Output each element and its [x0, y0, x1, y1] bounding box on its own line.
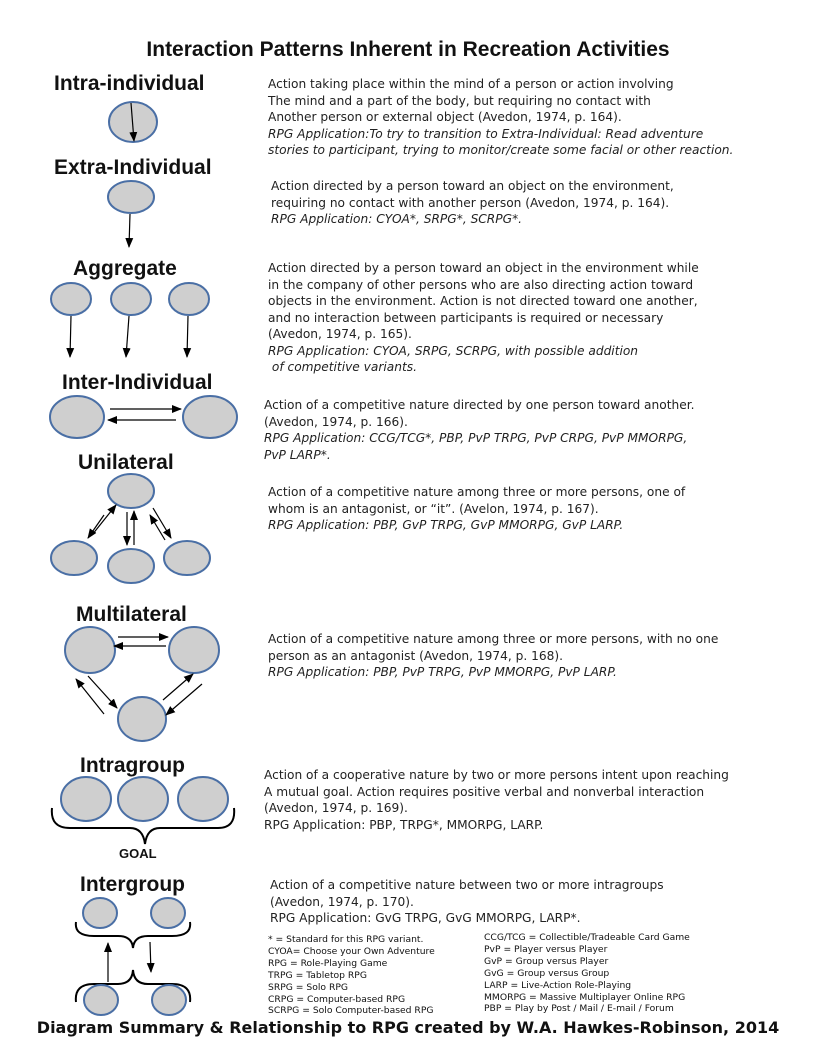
arrow — [92, 505, 116, 535]
rpg-application: RPG Application: CCG/TCG*, PBP, PvP TRPG, PvP CRPG, PvP MMORPG, — [264, 431, 688, 445]
arrow — [88, 676, 117, 708]
person-node — [50, 396, 104, 438]
desc-line: Action of a competitive nature among three or more persons, one of — [268, 485, 686, 499]
legend-item: CRPG = Computer-based RPG — [268, 993, 406, 1005]
legend-item: LARP = Live-Action Role-Playing — [484, 979, 632, 991]
legend-item: PBP = Play by Post / Mail / E-mail / Forum — [484, 1003, 674, 1015]
intragroup-diagram — [52, 777, 234, 844]
person-node — [65, 627, 115, 673]
arrow — [187, 316, 188, 357]
person-node — [118, 697, 166, 741]
legend-item: RPG = Role-Playing Game — [268, 957, 388, 969]
desc-line: RPG Application: PBP, TRPG*, MMORPG, LARP. — [264, 817, 544, 832]
legend-item: TRPG = Tabletop RPG — [268, 969, 367, 981]
person-node — [83, 898, 117, 928]
legend-item: MMORPG = Massive Multiplayer Online RPG — [484, 991, 686, 1003]
label-extra-individual: Extra-Individual — [54, 156, 212, 179]
desc-line: Action taking place within the mind of a person or action involving — [268, 77, 674, 91]
rpg-application: RPG Application:To try to transition to Extra-Individual: Read adventure — [268, 126, 704, 141]
person-node — [151, 898, 185, 928]
desc-line: Action of a cooperative nature by two or more persons intent upon reaching — [264, 768, 729, 782]
person-node — [164, 541, 210, 575]
goal-label: GOAL — [119, 846, 157, 861]
rpg-application: RPG Application: CYOA*, SRPG*, SCRPG*. — [271, 212, 523, 226]
desc-line: (Avedon, 1974, p. 166). — [264, 414, 408, 429]
label-intra-individual: Intra-individual — [54, 72, 205, 95]
desc-line: A mutual goal. Action requires positive verbal and nonverbal interaction — [264, 784, 705, 799]
desc-line: Action of a competitive nature directed by one person toward another. — [264, 398, 695, 412]
arrow — [153, 508, 171, 538]
desc-line: Another person or external object (Avedon, 1974, p. 164). — [268, 110, 622, 124]
extra-individual-diagram — [108, 181, 154, 247]
unilateral-diagram — [51, 474, 210, 583]
intra-individual-diagram — [109, 102, 157, 142]
rpg-application: stories to participant, trying to monitor/create some facial or other reaction. — [268, 143, 734, 157]
arrow — [150, 515, 165, 540]
person-node — [108, 181, 154, 213]
legend-item: GvP = Group versus Player — [484, 955, 609, 967]
antagonist-node — [108, 474, 154, 508]
rpg-application: PvP LARP*. — [264, 447, 331, 462]
arrow — [129, 214, 130, 247]
person-node — [108, 549, 154, 583]
person-node — [169, 627, 219, 673]
legend-item: SRPG = Solo RPG — [268, 981, 349, 993]
label-intragroup: Intragroup — [80, 754, 185, 777]
desc-line: Action directed by a person toward an object on the environment, — [271, 179, 674, 193]
legend-item: SCRPG = Solo Computer-based RPG — [268, 1005, 434, 1017]
desc-line: (Avedon, 1974, p. 170). — [270, 894, 414, 909]
desc-line: person as an antagonist (Avedon, 1974, p. 168). — [268, 648, 564, 663]
rpg-application: RPG Application: CYOA, SRPG, SCRPG, with possible addition — [268, 343, 639, 358]
label-aggregate: Aggregate — [73, 257, 177, 280]
person-node — [183, 396, 237, 438]
rpg-application: RPG Application: PBP, GvP TRPG, GvP MMORPG, GvP LARP. — [268, 518, 624, 532]
desc-line: in the company of other persons who are also directing action toward — [268, 277, 694, 292]
page-title: Interaction Patterns Inherent in Recreation Activities — [146, 38, 670, 61]
rpg-application: of competitive variants. — [268, 360, 417, 374]
legend-item: CYOA= Choose your Own Adventure — [268, 945, 435, 957]
arrow — [166, 684, 202, 715]
person-node — [84, 985, 118, 1015]
desc-line: Action of a competitive nature among three or more persons, with no one — [268, 632, 719, 646]
desc-line: RPG Application: GvG TRPG, GvG MMORPG, LARP*. — [270, 911, 581, 925]
desc-line: objects in the environment. Action is not directed toward one another, — [268, 294, 698, 308]
person-node — [111, 283, 151, 315]
desc-line: Action directed by a person toward an object in the environment while — [268, 261, 699, 275]
inter-individual-diagram — [50, 396, 237, 438]
footer-credit: Diagram Summary & Relationship to RPG created by W.A. Hawkes-Robinson, 2014 — [36, 1018, 780, 1037]
arrow — [150, 942, 151, 972]
arrow — [70, 316, 71, 357]
legend-item: PvP = Player versus Player — [484, 943, 608, 955]
person-node — [152, 985, 186, 1015]
person-node — [178, 777, 228, 821]
rpg-application: RPG Application: PBP, PvP TRPG, PvP MMORPG, PvP LARP. — [268, 665, 617, 679]
label-inter-individual: Inter-Individual — [62, 371, 213, 394]
intergroup-diagram — [76, 898, 190, 1015]
label-intergroup: Intergroup — [80, 873, 185, 896]
label-unilateral: Unilateral — [78, 451, 174, 474]
label-multilateral: Multilateral — [76, 603, 187, 626]
arrow — [88, 515, 104, 538]
desc-line: The mind and a part of the body, but requiring no contact with — [268, 93, 651, 108]
person-node — [169, 283, 209, 315]
desc-line: Action of a competitive nature between two or more intragroups — [270, 878, 664, 892]
person-node — [61, 777, 111, 821]
arrow — [126, 316, 129, 357]
person-node — [51, 283, 91, 315]
person-node — [118, 777, 168, 821]
aggregate-diagram — [51, 283, 209, 357]
person-node — [51, 541, 97, 575]
desc-line: (Avedon, 1974, p. 169). — [264, 801, 408, 815]
legend-item: * = Standard for this RPG variant. — [268, 934, 424, 945]
arrow — [76, 679, 104, 714]
legend-item: GvG = Group versus Group — [484, 967, 610, 979]
desc-line: requiring no contact with another person (Avedon, 1974, p. 164). — [271, 195, 670, 210]
multilateral-diagram — [65, 627, 219, 741]
desc-line: and no interaction between participants is required or necessary — [268, 310, 664, 325]
desc-line: (Avedon, 1974, p. 165). — [268, 327, 412, 341]
desc-line: whom is an antagonist, or “it”. (Avelon, 1974, p. 167). — [268, 501, 599, 516]
legend-item: CCG/TCG = Collectible/Tradeable Card Game — [484, 932, 690, 943]
